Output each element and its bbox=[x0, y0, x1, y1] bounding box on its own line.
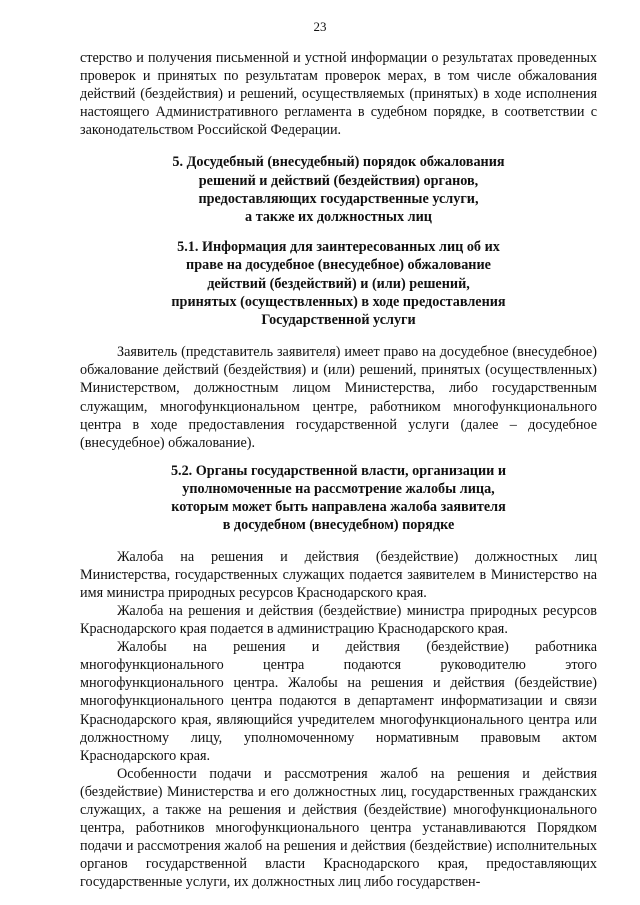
section-5-1-paragraph: Заявитель (представитель заявителя) имеет право на досудебное (внесудебное) обжалование действий (бездействия) и (или) решений, принятых (осуществленных) Министерством, должностным лицом Министерства, либо государственным служащим, многофункциональном центре, работником многофункционального центра в ходе предоставления государственной услуги (далее – досудебное (внесудебное) обжалование). bbox=[80, 344, 597, 451]
page-number: 23 bbox=[313, 19, 327, 34]
section-5-heading: 5. Досудебный (внесудебный) порядок обжалования решений и действий (бездействия) органов, предоставляющих государственные услуги, а также их должностных лиц bbox=[172, 154, 505, 226]
section-5-2-paragraph-4: Особенности подачи и рассмотрения жалоб на решения и действия (бездействие) Министерства и его должностных лиц, государственных гражданских служащих, а также на решения и действия (бездействие) многофункционального центра, работников многофункционального центра устанавливаются Порядком подачи и рассмотрения жалоб на решения и действия (бездействие) исполнительных органов государственной власти Краснодарского края, предоставляющих государственные услуги, их должностных лиц либо государствен- bbox=[80, 765, 597, 891]
paragraph-continued: стерство и получения письменной и устной информации о результатах проведенных проверок и принятых по результатам проверок мерах, в том числе обжалования действий (бездействия) и решений, осуществляемых (принятых) в ходе исполнения настоящего Административного регламента в судебном порядке, в соответствии с законодательством Российской Федерации. bbox=[80, 50, 597, 139]
section-5-2-paragraph-3: Жалобы на решения и действия (бездействие) работника многофункционального центра подаются руководителю этого многофункционального центра. Жалобы на решения и действия (бездействие) многофункционального центра подаются в департамент информатизации и связи Краснодарского края, являющийся учредителем многофункционального центра или должностному лицу, уполномоченному нормативным правовым актом Краснодарского края. bbox=[80, 639, 597, 764]
page-content bbox=[80, 49, 597, 891]
section-5-1-heading: 5.1. Информация для заинтересованных лиц об их праве на досудебное (внесудебное) обжалование действий (бездействий) и (или) решений, принятых (осуществленных) в ходе предоставления Государственной услуги bbox=[171, 239, 506, 329]
section-5-2-heading: 5.2. Органы государственной власти, организации и уполномоченные на рассмотрение жалобы лица, которым может быть направлена жалоба заявителя в досудебном (внесудебном) порядке bbox=[170, 462, 507, 534]
section-5-2-paragraph-1: Жалоба на решения и действия (бездействие) должностных лиц Министерства, государственных служащих подается заявителем в Министерство на имя министра природных ресурсов Краснодарского края. bbox=[80, 548, 597, 601]
section-5-2-paragraph-2: Жалоба на решения и действия (бездействие) министра природных ресурсов Краснодарского края подается в администрацию Краснодарского края. bbox=[80, 602, 597, 638]
